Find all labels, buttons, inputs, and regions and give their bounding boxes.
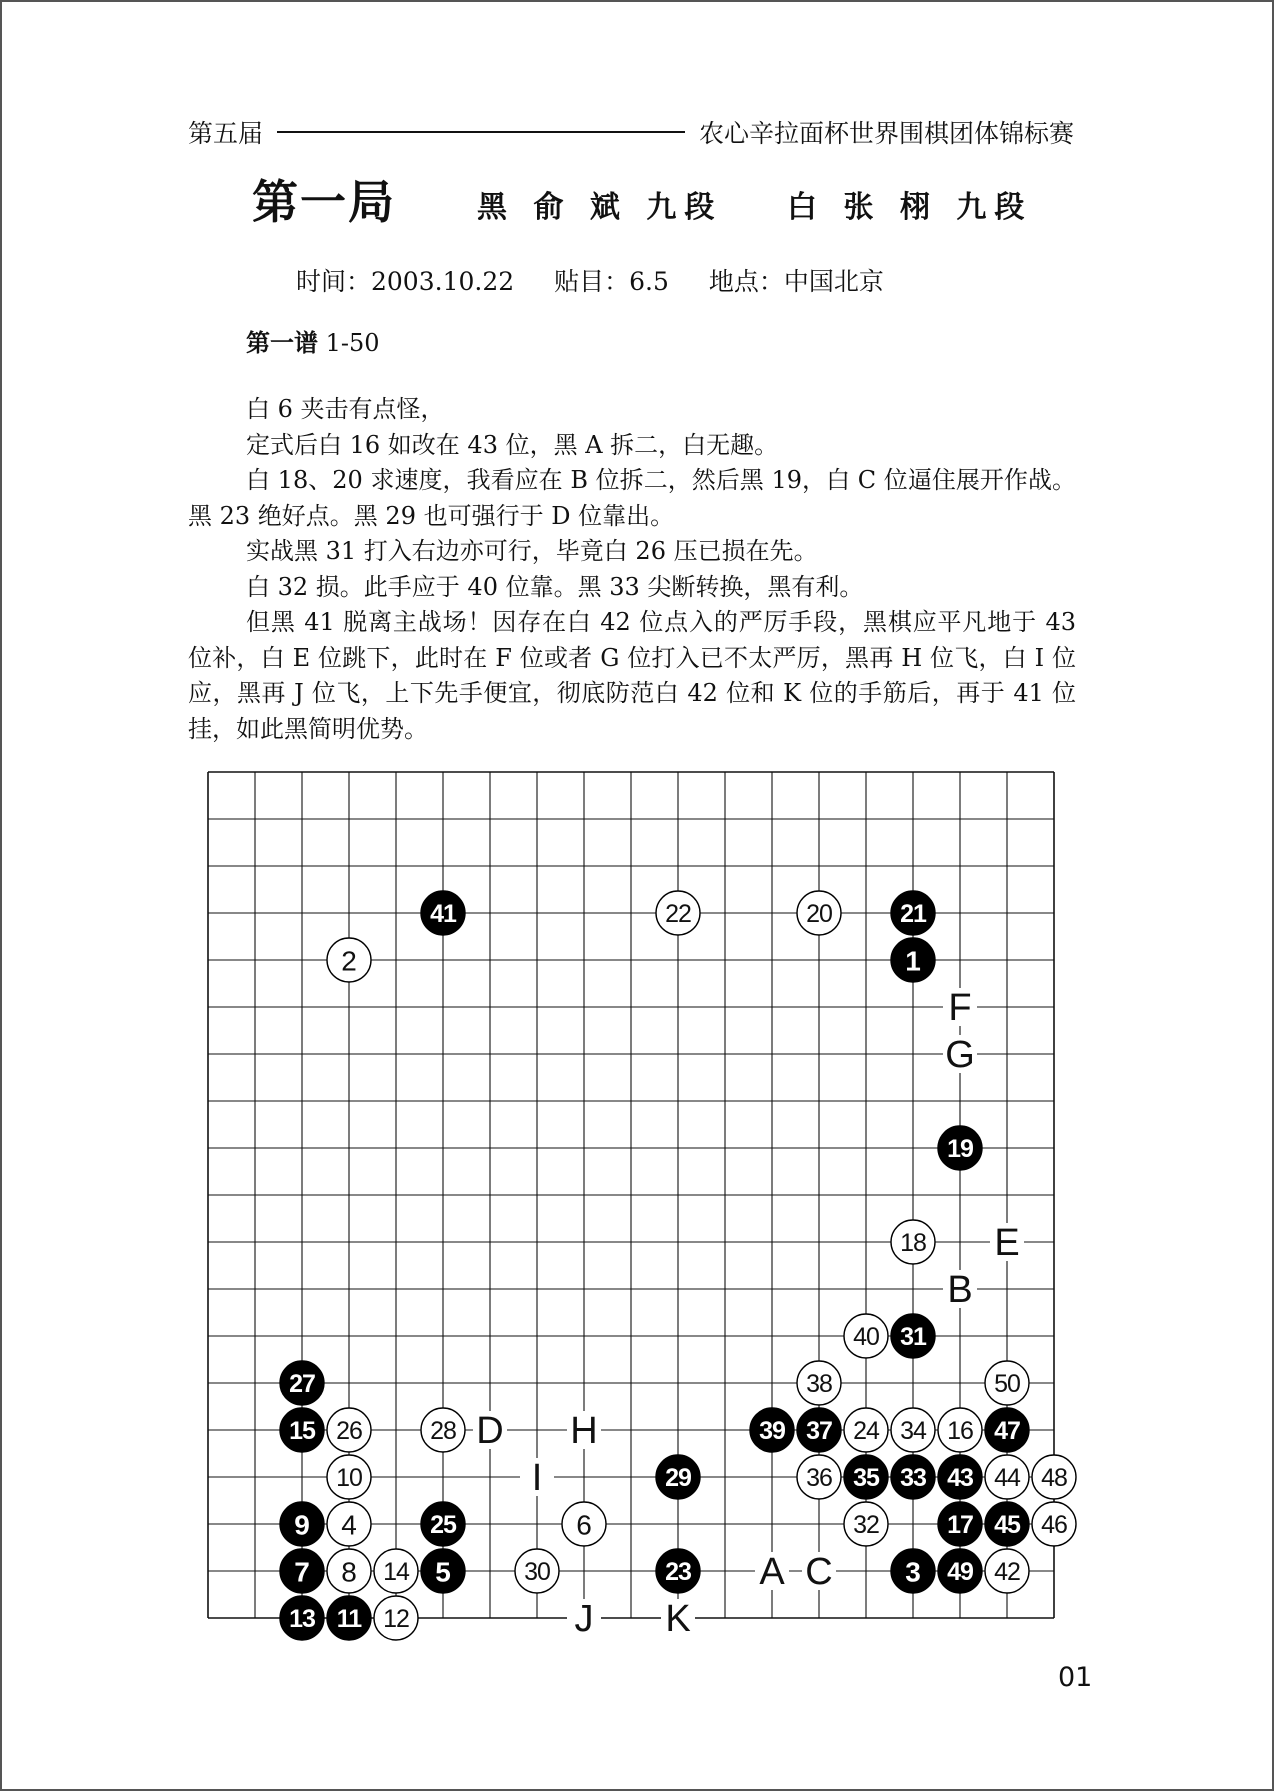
svg-text:1: 1 (905, 945, 921, 977)
black-stone (280, 1408, 324, 1452)
marker-E (990, 1222, 1024, 1264)
black-stone (750, 1408, 794, 1452)
white-stone (985, 1361, 1029, 1405)
svg-text:47: 47 (994, 1417, 1020, 1445)
black-stone (656, 1549, 700, 1593)
svg-text:27: 27 (289, 1370, 315, 1398)
commentary-paragraph: 但黑 41 脱离主战场！因存在白 42 位点入的严厉手段，黑棋应平凡地于 43 位补，白 E 位跳下，此时在 F 位或者 G 位打入已不太严厉，黑再 H 位飞，白 I 位应，黑再 J 位飞，上下先手便宜，彻底防范白 42 位和 K 位的手筋后，再于 41 位挂，如此黑简明优势。 (188, 608, 1076, 743)
white-player: 白 张 栩 九段 (787, 190, 1033, 225)
svg-text:3: 3 (905, 1556, 921, 1588)
black-stone (327, 1596, 371, 1640)
marker-I (520, 1457, 554, 1499)
white-stone (985, 1455, 1029, 1499)
svg-text:2: 2 (341, 945, 357, 977)
marker-G (943, 1034, 977, 1076)
black-stone (421, 1502, 465, 1546)
svg-text:45: 45 (994, 1511, 1020, 1539)
header-rule (277, 131, 685, 133)
svg-text:J: J (574, 1598, 594, 1640)
svg-text:13: 13 (289, 1605, 315, 1633)
svg-text:38: 38 (806, 1370, 832, 1398)
svg-text:24: 24 (853, 1417, 879, 1445)
series-tournament: 农心辛拉面杯世界围棋团体锦标赛 (698, 119, 1074, 148)
svg-text:19: 19 (947, 1135, 973, 1163)
white-stone (374, 1549, 418, 1593)
svg-text:E: E (994, 1222, 1020, 1264)
series-edition: 第五届 (188, 119, 264, 148)
svg-text:10: 10 (336, 1464, 362, 1492)
commentary-paragraph: 实战黑 31 打入右边亦可行，毕竟白 26 压已损在先。 (246, 537, 818, 565)
svg-text:9: 9 (294, 1509, 310, 1541)
svg-text:A: A (759, 1551, 785, 1593)
svg-text:32: 32 (853, 1511, 879, 1539)
svg-text:11: 11 (336, 1605, 362, 1633)
commentary-paragraph: 白 32 损。此手应于 40 位靠。黑 33 尖断转换，黑有利。 (246, 572, 864, 601)
svg-text:34: 34 (900, 1417, 926, 1445)
white-stone (515, 1549, 559, 1593)
marker-K (661, 1598, 695, 1640)
game-time: 时间：2003.10.22 (296, 267, 515, 296)
svg-text:48: 48 (1041, 1464, 1067, 1492)
svg-text:7: 7 (294, 1556, 310, 1588)
svg-text:C: C (805, 1551, 833, 1593)
black-stone (280, 1502, 324, 1546)
white-stone (327, 1455, 371, 1499)
white-stone (938, 1408, 982, 1452)
svg-text:40: 40 (853, 1323, 879, 1351)
black-stone (891, 1549, 935, 1593)
svg-text:33: 33 (900, 1464, 926, 1492)
commentary (188, 392, 1076, 747)
white-stone (1032, 1455, 1076, 1499)
black-stone (891, 1455, 935, 1499)
svg-text:29: 29 (665, 1464, 691, 1492)
black-player: 黑 俞 斌 九段 (477, 190, 723, 225)
svg-text:50: 50 (994, 1370, 1020, 1398)
white-stone (985, 1549, 1029, 1593)
white-stone (844, 1314, 888, 1358)
svg-text:18: 18 (900, 1229, 926, 1257)
svg-text:22: 22 (665, 900, 691, 928)
svg-text:31: 31 (900, 1323, 926, 1351)
svg-text:43: 43 (947, 1464, 973, 1492)
svg-text:15: 15 (289, 1417, 315, 1445)
svg-text:B: B (947, 1269, 973, 1311)
svg-text:26: 26 (336, 1417, 362, 1445)
marker-A (755, 1551, 789, 1593)
svg-text:30: 30 (524, 1558, 550, 1586)
white-stone (891, 1220, 935, 1264)
white-stone (327, 938, 371, 982)
diagram-caption (246, 323, 380, 358)
svg-text:35: 35 (853, 1464, 879, 1492)
svg-text:44: 44 (994, 1464, 1020, 1492)
black-stone (938, 1455, 982, 1499)
white-stone (374, 1596, 418, 1640)
page-number: 01 (1058, 1662, 1093, 1693)
black-stone (280, 1361, 324, 1405)
diagram-label: 第一谱 (246, 329, 318, 357)
svg-text:K: K (665, 1598, 691, 1640)
series-header (188, 112, 1074, 152)
black-stone (985, 1408, 1029, 1452)
game-meta (296, 262, 924, 298)
svg-text:D: D (476, 1410, 504, 1452)
black-stone (280, 1596, 324, 1640)
svg-text:16: 16 (947, 1417, 973, 1445)
black-stone (421, 891, 465, 935)
white-stone (562, 1502, 606, 1546)
svg-text:14: 14 (383, 1558, 409, 1586)
black-stone (656, 1455, 700, 1499)
black-stone (844, 1455, 888, 1499)
svg-text:17: 17 (947, 1511, 973, 1539)
svg-text:21: 21 (900, 900, 926, 928)
white-stone (327, 1408, 371, 1452)
marker-J (567, 1598, 601, 1640)
svg-text:25: 25 (430, 1511, 456, 1539)
svg-text:41: 41 (430, 900, 456, 928)
svg-text:37: 37 (806, 1417, 832, 1445)
svg-text:6: 6 (576, 1509, 592, 1541)
commentary-paragraph: 定式后白 16 如改在 43 位，黑 A 拆二，白无趣。 (246, 430, 779, 459)
game-title: 第一局 (252, 175, 396, 229)
commentary-paragraph: 白 6 夹击有点怪， (246, 395, 445, 423)
svg-text:F: F (948, 987, 972, 1029)
svg-text:H: H (570, 1410, 598, 1452)
commentary-paragraph: 白 18、20 求速度，我看应在 B 位拆二，然后黑 19，白 C 位逼住展开作战。黑 23 绝好点。黑 29 也可强行于 D 位靠出。 (188, 466, 1076, 530)
game-komi: 贴目：6.5 (554, 267, 669, 296)
white-stone (797, 1455, 841, 1499)
svg-text:5: 5 (435, 1556, 451, 1588)
black-stone (938, 1126, 982, 1170)
black-stone (938, 1502, 982, 1546)
black-stone (985, 1502, 1029, 1546)
marker-H (567, 1410, 601, 1452)
white-stone (327, 1549, 371, 1593)
svg-text:42: 42 (994, 1558, 1020, 1586)
white-stone (1032, 1502, 1076, 1546)
white-stone (656, 891, 700, 935)
white-stone (844, 1408, 888, 1452)
white-stone (327, 1502, 371, 1546)
svg-text:36: 36 (806, 1464, 832, 1492)
svg-text:I: I (531, 1457, 543, 1499)
black-stone (891, 938, 935, 982)
marker-C (802, 1551, 836, 1593)
black-stone (280, 1549, 324, 1593)
svg-text:23: 23 (665, 1558, 691, 1586)
go-board-diagram (188, 752, 1084, 1648)
svg-text:39: 39 (759, 1417, 785, 1445)
svg-text:49: 49 (947, 1558, 973, 1586)
black-stone (421, 1549, 465, 1593)
game-place: 地点：中国北京 (708, 267, 884, 296)
marker-B (943, 1269, 977, 1311)
black-stone (797, 1408, 841, 1452)
white-stone (844, 1502, 888, 1546)
marker-D (473, 1410, 507, 1452)
marker-F (943, 987, 977, 1029)
svg-text:20: 20 (806, 900, 832, 928)
white-stone (891, 1408, 935, 1452)
black-stone (891, 1314, 935, 1358)
white-stone (797, 891, 841, 935)
white-stone (421, 1408, 465, 1452)
svg-text:12: 12 (383, 1605, 409, 1633)
svg-text:8: 8 (341, 1556, 357, 1588)
svg-text:28: 28 (430, 1417, 456, 1445)
white-stone (797, 1361, 841, 1405)
diagram-range: 1-50 (325, 329, 380, 357)
svg-text:4: 4 (341, 1509, 357, 1541)
svg-text:G: G (945, 1034, 975, 1076)
black-stone (938, 1549, 982, 1593)
svg-text:46: 46 (1041, 1511, 1067, 1539)
black-stone (891, 891, 935, 935)
